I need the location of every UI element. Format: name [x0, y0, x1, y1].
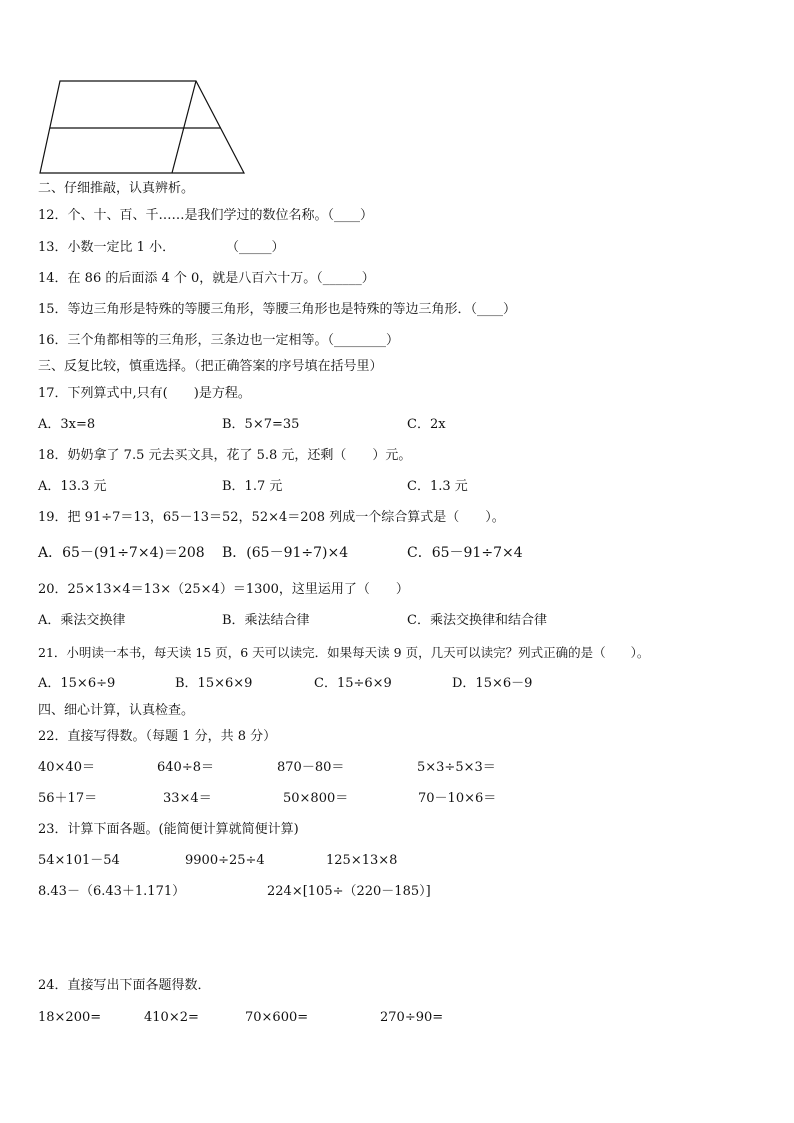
question-14: 14．在 86 的后面添 4 个 0，就是八百六十万。（______）	[38, 271, 375, 286]
q17-option-b: B．5×7=35	[222, 417, 300, 432]
q21-option-d: D．15×6－9	[452, 676, 533, 691]
q22-item: 33×4＝	[163, 791, 212, 806]
q22-item: 40×40＝	[38, 760, 95, 775]
question-23: 23．计算下面各题。(能简便计算就简便计算)	[38, 822, 299, 837]
q20-option-b: B．乘法结合律	[222, 613, 310, 628]
question-12: 12．个、十、百、千……是我们学过的数位名称。（____）	[38, 208, 374, 223]
trapezoid-outline	[40, 81, 244, 173]
question-20: 20．25×13×4＝13×（25×4）＝1300，这里运用了（ ）	[38, 582, 409, 597]
q22-item: 50×800＝	[283, 791, 349, 806]
q24-item: 410×2=	[144, 1010, 199, 1025]
section-3-title: 三、反复比较，慎重选择。（把正确答案的序号填在括号里）	[38, 359, 383, 374]
question-19: 19．把 91÷7＝13，65－13＝52，52×4＝208 列成一个综合算式是（ ）。	[38, 510, 505, 525]
q18-option-a: A．13.3 元	[38, 479, 107, 494]
q24-item: 270÷90=	[380, 1010, 444, 1025]
q21-option-b: B．15×6×9	[175, 676, 253, 691]
q24-item: 18×200=	[38, 1010, 102, 1025]
section-2-title: 二、仔细推敲，认真辨析。	[38, 181, 195, 196]
question-13: 13．小数一定比 1 小．	[38, 240, 176, 255]
q23-item: 8.43－（6.43＋1.171）	[38, 884, 186, 899]
q20-option-c: C．乘法交换律和结合律	[407, 613, 547, 628]
section-4-title: 四、细心计算，认真检查。	[38, 703, 195, 718]
question-15: 15．等边三角形是特殊的等腰三角形，等腰三角形也是特殊的等边三角形．（____）	[38, 302, 517, 317]
question-18: 18．奶奶拿了 7.5 元去买文具，花了 5.8 元，还剩（ ）元。	[38, 448, 412, 463]
q23-item: 54×101－54	[38, 853, 120, 868]
q19-option-a: A．65－(91÷7×4)＝208	[38, 545, 205, 561]
q19-option-b: B．(65－91÷7)×4	[222, 545, 349, 561]
q18-option-c: C．1.3 元	[407, 479, 468, 494]
q22-item: 70－10×6＝	[418, 791, 497, 806]
q18-option-b: B．1.7 元	[222, 479, 283, 494]
q19-option-c: C．65－91÷7×4	[407, 545, 523, 561]
q24-item: 70×600=	[245, 1010, 309, 1025]
question-13-blank: （_____）	[226, 240, 285, 255]
q21-option-c: C．15÷6×9	[314, 676, 392, 691]
question-22: 22．直接写得数。（每题 1 分，共 8 分）	[38, 729, 277, 744]
q23-item: 224×[105÷（220－185）]	[267, 884, 431, 899]
q22-item: 870－80＝	[277, 760, 345, 775]
q17-option-a: A．3x=8	[38, 417, 96, 432]
q20-option-a: A．乘法交换律	[38, 613, 126, 628]
question-24: 24．直接写出下面各题得数．	[38, 978, 211, 993]
q21-option-a: A．15×6÷9	[38, 676, 116, 691]
trapezoid-figure	[38, 78, 248, 176]
trapezoid-diagonal	[172, 81, 196, 173]
question-21: 21．小明读一本书，每天读 15 页，6 天可以读完．如果每天读 9 页，几天可以读完？列式正确的是（ ）。	[38, 645, 650, 660]
q22-item: 640÷8＝	[157, 760, 214, 775]
q22-item: 56＋17＝	[38, 791, 98, 806]
question-16: 16．三个角都相等的三角形，三条边也一定相等。（________）	[38, 333, 400, 348]
question-17: 17．下列算式中,只有( )是方程。	[38, 386, 251, 401]
q23-item: 125×13×8	[326, 853, 398, 868]
q17-option-c: C．2x	[407, 417, 446, 432]
q22-item: 5×3÷5×3＝	[417, 760, 496, 775]
q23-item: 9900÷25÷4	[185, 853, 265, 868]
